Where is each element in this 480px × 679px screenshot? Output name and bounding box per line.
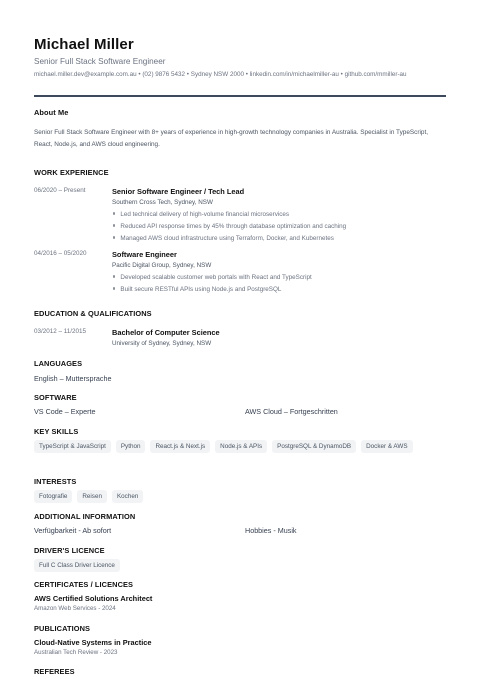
languages-heading: LANGUAGES — [34, 359, 83, 368]
header-divider — [34, 95, 446, 97]
education-heading: EDUCATION & QUALIFICATIONS — [34, 309, 152, 318]
education-school: University of Sydney, Sydney, NSW — [112, 340, 212, 347]
interests-heading: INTERESTS — [34, 477, 77, 486]
job-bullet — [113, 211, 289, 218]
interests-tags — [34, 490, 446, 503]
bullet-text: Built secure RESTful APIs using Node.js and PostgreSQL — [120, 286, 282, 293]
referees-heading: REFEREES — [34, 667, 75, 676]
additional-item: Verfügbarkeit - Ab sofort — [34, 526, 112, 535]
interest-tag: Fotografie — [34, 490, 72, 503]
interest-tag: Kochen — [112, 490, 143, 503]
job-org: Pacific Digital Group, Sydney, NSW — [112, 262, 212, 269]
education-degree: Bachelor of Computer Science — [112, 328, 220, 337]
job-dates: 06/2020 – Present — [34, 187, 86, 194]
bullet-dot — [113, 287, 115, 289]
bullet-dot — [113, 212, 115, 214]
certificate-issuer: Amazon Web Services - 2024 — [34, 605, 116, 612]
software-item: VS Code – Experte — [34, 407, 96, 416]
job-role: Senior Software Engineer / Tech Lead — [112, 187, 245, 196]
job-org: Southern Cross Tech, Sydney, NSW — [112, 199, 213, 206]
job-bullet — [113, 286, 281, 293]
additional-heading: ADDITIONAL INFORMATION — [34, 512, 136, 521]
experience-heading: WORK EXPERIENCE — [34, 168, 109, 177]
skill-tag: Docker & AWS — [361, 440, 412, 453]
publication-source: Australian Tech Review - 2023 — [34, 649, 118, 656]
software-item: AWS Cloud – Fortgeschritten — [245, 407, 338, 416]
licence-heading: DRIVER'S LICENCE — [34, 546, 105, 555]
bullet-dot — [113, 275, 115, 277]
job-bullet — [113, 223, 346, 230]
skills-heading: KEY SKILLS — [34, 427, 79, 436]
about-heading: About Me — [34, 108, 69, 117]
bullet-dot — [113, 236, 115, 238]
job-role: Software Engineer — [112, 250, 177, 259]
candidate-title: Senior Full Stack Software Engineer — [34, 57, 166, 66]
certificates-heading: CERTIFICATES / LICENCES — [34, 580, 134, 589]
language-item: English – Muttersprache — [34, 374, 112, 383]
skill-tag: Node.js & APIs — [215, 440, 267, 453]
about-text: Senior Full Stack Software Engineer with 8+ years of experience in high-growth technology companies in Australia. Specialist in TypeScript, React, Node.js, and AWS cloud engineering. — [34, 129, 428, 148]
skill-tag: PostgreSQL & DynamoDB — [272, 440, 356, 453]
job-bullet — [113, 274, 312, 281]
certificate-title: AWS Certified Solutions Architect — [34, 594, 153, 603]
publications-heading: PUBLICATIONS — [34, 624, 91, 633]
additional-item: Hobbies - Musik — [245, 526, 297, 535]
licence-tag: Full C Class Driver Licence — [34, 559, 120, 572]
skill-tag: React.js & Next.js — [150, 440, 210, 453]
contact-line: michael.miller.dev@example.com.au • (02) 9876 5432 • Sydney NSW 2000 • linkedin.com/in/michaelmiller-au • github.com/mmiller-au — [34, 71, 407, 78]
bullet-text: Reduced API response times by 45% through database optimization and caching — [120, 223, 347, 230]
job-bullet — [113, 235, 334, 242]
bullet-text: Led technical delivery of high-volume financial microservices — [120, 211, 290, 218]
skill-tag: TypeScript & JavaScript — [34, 440, 111, 453]
bullet-dot — [113, 224, 115, 226]
licence-tags — [34, 559, 446, 572]
skill-tag: Python — [116, 440, 146, 453]
education-dates: 03/2012 – 11/2015 — [34, 328, 87, 335]
interest-tag: Reisen — [77, 490, 107, 503]
skills-tags — [34, 440, 446, 453]
job-dates: 04/2016 – 05/2020 — [34, 250, 87, 257]
software-heading: SOFTWARE — [34, 393, 77, 402]
bullet-text: Developed scalable customer web portals with React and TypeScript — [120, 274, 312, 281]
publication-title: Cloud-Native Systems in Practice — [34, 638, 152, 647]
candidate-name: Michael Miller — [34, 36, 134, 53]
bullet-text: Managed AWS cloud infrastructure using Terraform, Docker, and Kubernetes — [120, 235, 334, 242]
